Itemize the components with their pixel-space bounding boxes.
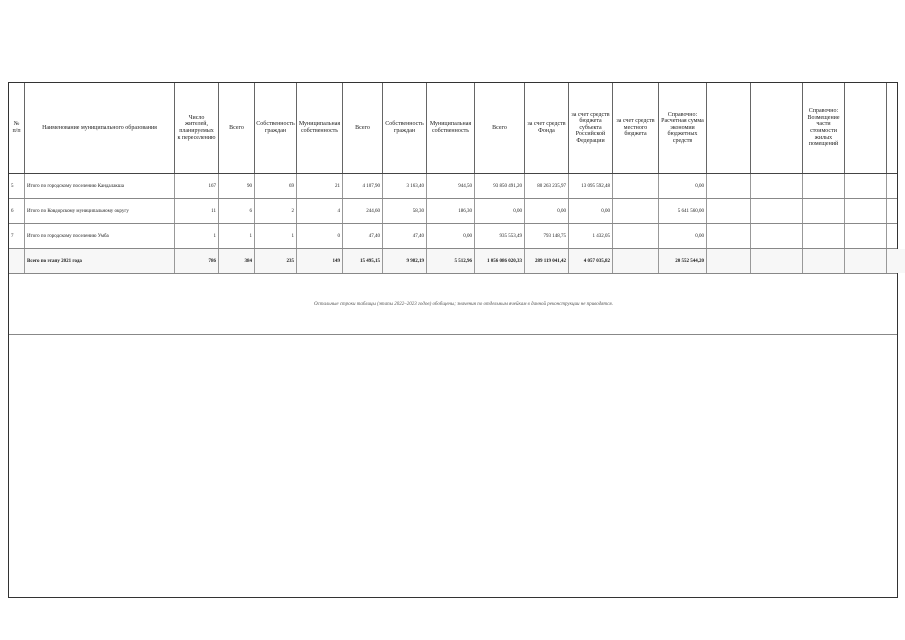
row-num: 6: [9, 199, 25, 223]
row-area-municipal: 186,30: [427, 199, 475, 223]
row-area-owned: 47,40: [383, 224, 427, 248]
row-ref-budget: 0,00: [659, 174, 707, 198]
row-ref-budget: 0,00: [659, 224, 707, 248]
row-name: Итого по городскому поселению Кандалакша: [25, 174, 175, 198]
row-area-total: 15 495,15: [343, 249, 383, 273]
program-table: [8, 82, 898, 598]
row-funding-local: [613, 174, 659, 198]
row-rooms-municipal: 4: [297, 199, 343, 223]
row-repay: [803, 249, 845, 273]
row-area-municipal: 0,00: [427, 224, 475, 248]
row-repay: [803, 174, 845, 198]
header-area-owned: Собственность граждан: [383, 83, 427, 173]
row-funding-subject: 0,00: [569, 199, 613, 223]
row-funding-fund: 793 148,75: [525, 224, 569, 248]
row-ref-2: [751, 174, 803, 198]
row-funding-local: [613, 224, 659, 248]
row-name: Итого по Ковдорскому муниципальному округу: [25, 199, 175, 223]
header-repay: Справочно: Возмещение части стоимости жилых помещений: [803, 83, 845, 173]
table-header: [9, 83, 897, 174]
table-row: [9, 199, 897, 224]
row-rooms-municipal: 21: [297, 174, 343, 198]
header-ref-1: [707, 83, 751, 173]
row-repay-2: [887, 224, 905, 248]
header-area-total: Всего: [343, 83, 383, 173]
row-planned: 11: [175, 199, 219, 223]
row-repay-1: [845, 174, 887, 198]
header-ref-budget: Справочно: Расчетная сумма экономии бюджетных средств: [659, 83, 707, 173]
row-ref-1: [707, 174, 751, 198]
table-body: [9, 174, 897, 335]
header-repay-2: [887, 83, 905, 173]
row-planned: 167: [175, 174, 219, 198]
row-area-municipal: 5 512,96: [427, 249, 475, 273]
row-name: Всего по этапу 2021 года: [25, 249, 175, 273]
table-note-row: [9, 274, 897, 335]
row-rooms-owned: 69: [255, 174, 297, 198]
row-ref-1: [707, 249, 751, 273]
header-ref-2: [751, 83, 803, 173]
row-repay-2: [887, 174, 905, 198]
row-planned: 1: [175, 224, 219, 248]
header-repay-1: [845, 83, 887, 173]
table-row-total: [9, 249, 897, 274]
row-area-owned: 9 982,19: [383, 249, 427, 273]
row-ref-2: [751, 224, 803, 248]
row-ref-1: [707, 199, 751, 223]
page-footer-noise: [0, 604, 905, 634]
row-rooms-total: 6: [219, 199, 255, 223]
row-num: 5: [9, 174, 25, 198]
table-row: [9, 174, 897, 199]
row-rooms-municipal: 149: [297, 249, 343, 273]
row-ref-budget: 5 641 560,00: [659, 199, 707, 223]
row-area-total: 47,40: [343, 224, 383, 248]
row-num: 7: [9, 224, 25, 248]
header-area-municipal: Муниципальная собственность: [427, 83, 475, 173]
row-ref-1: [707, 224, 751, 248]
row-repay-1: [845, 224, 887, 248]
row-area-owned: 58,30: [383, 199, 427, 223]
row-repay: [803, 224, 845, 248]
row-funding-total: 93 850 491,20: [475, 174, 525, 198]
row-funding-local: [613, 199, 659, 223]
row-repay-2: [887, 249, 905, 273]
row-funding-total: 935 553,49: [475, 224, 525, 248]
row-planned: 786: [175, 249, 219, 273]
header-planned: Число жителей, планируемых к переселению: [175, 83, 219, 173]
header-name: Наименование муниципального образования: [25, 83, 175, 173]
row-repay-1: [845, 249, 887, 273]
row-rooms-total: 90: [219, 174, 255, 198]
row-funding-subject: 1 432,05: [569, 224, 613, 248]
row-funding-total: 0,00: [475, 199, 525, 223]
row-rooms-owned: 2: [255, 199, 297, 223]
row-repay-1: [845, 199, 887, 223]
row-ref-budget: 20 552 544,20: [659, 249, 707, 273]
header-rooms-owned: Собственность граждан: [255, 83, 297, 173]
row-rooms-total: 384: [219, 249, 255, 273]
row-repay: [803, 199, 845, 223]
row-funding-fund: 0,00: [525, 199, 569, 223]
row-funding-fund: 80 263 235,97: [525, 174, 569, 198]
table-row: [9, 224, 897, 249]
row-rooms-total: 1: [219, 224, 255, 248]
header-funding-fund: за счет средств Фонда: [525, 83, 569, 173]
row-area-owned: 3 163,40: [383, 174, 427, 198]
row-rooms-owned: 235: [255, 249, 297, 273]
row-rooms-municipal: 0: [297, 224, 343, 248]
row-ref-2: [751, 199, 803, 223]
row-area-municipal: 944,50: [427, 174, 475, 198]
header-num: № п/п: [9, 83, 25, 173]
header-funding-local: за счет средств местного бюджета: [613, 83, 659, 173]
body-note: Остальные строки таблицы (этапы 2022–2023 годов) обобщены; значения по отдельным ячейкам в данной реконструкции не приводятся.: [9, 274, 905, 334]
row-funding-fund: 289 119 041,42: [525, 249, 569, 273]
row-area-total: 244,60: [343, 199, 383, 223]
row-name: Итого по городскому поселению Умба: [25, 224, 175, 248]
row-ref-2: [751, 249, 803, 273]
row-area-total: 4 107,90: [343, 174, 383, 198]
header-rooms-municipal: Муниципальная собственность: [297, 83, 343, 173]
row-repay-2: [887, 199, 905, 223]
header-funding-subject: за счет средств бюджета субъекта Российской Федерации: [569, 83, 613, 173]
row-num: [9, 249, 25, 273]
row-funding-local: [613, 249, 659, 273]
row-funding-total: 1 056 086 020,33: [475, 249, 525, 273]
header-funding-total: Всего: [475, 83, 525, 173]
row-rooms-owned: 1: [255, 224, 297, 248]
row-funding-subject: 13 095 592,48: [569, 174, 613, 198]
row-funding-subject: 4 057 035,82: [569, 249, 613, 273]
header-rooms-total: Всего: [219, 83, 255, 173]
